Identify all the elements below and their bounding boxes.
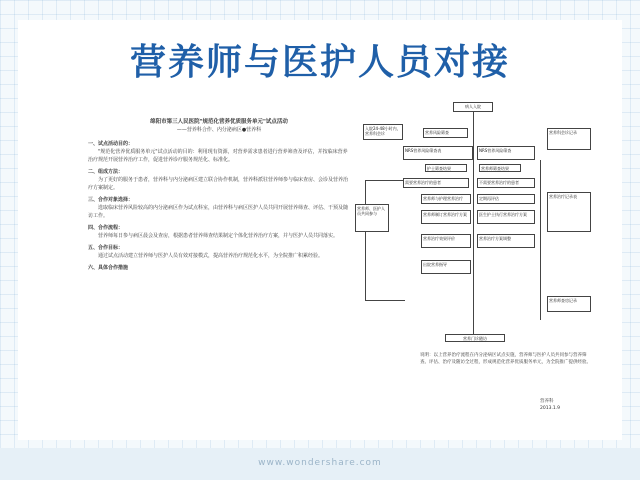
flow-node: 不需要营养治疗的患者 xyxy=(477,178,535,188)
footer-watermark: www.wondershare.com xyxy=(258,458,382,468)
flow-side-note: 营养治疗记录表 xyxy=(547,192,591,232)
section-title: 三、合作对象选择： xyxy=(88,197,134,203)
section xyxy=(88,224,350,240)
section xyxy=(88,196,350,220)
flow-node-start: 病人入院 xyxy=(453,102,493,112)
flow-node: 营养治疗效果评价 xyxy=(421,234,471,248)
section-title: 一、试点活动目的： xyxy=(88,141,134,147)
flow-node: 需要营养治疗的患者 xyxy=(403,178,469,188)
section-title: 二、组成方法： xyxy=(88,169,124,175)
flow-node: 出院营养指导 xyxy=(421,260,471,274)
flow-connector xyxy=(365,180,405,181)
section xyxy=(88,140,350,164)
flow-node: 入院24-48小时内，营养科会诊 xyxy=(363,124,403,140)
signature-date: 2013.1.9 xyxy=(540,406,561,411)
slide-title: 营养师与医护人员对接 xyxy=(129,41,510,83)
flowchart-note: 说明：以上营养治疗流程在内分泌病区试点实施，营养师与医护人员共同参与营养筛查、评估、治疗及随访全过程，形成规范化营养优质服务单元，为全院推广提供经验。 xyxy=(420,353,591,365)
section-text: 通过试点活动建立营养师与医护人员有效对接模式，提高营养治疗规范化水平，为全院推广积累经验。 xyxy=(98,253,324,259)
section xyxy=(88,244,350,260)
section-text: 选取临床营养风险较高的内分泌病区作为试点科室，由营养科与病区医护人员共同开展营养筛查、评估、干预及随访工作。 xyxy=(88,205,349,219)
flow-node: 定期再评估 xyxy=(477,194,535,204)
section-text: 营养师每日参与病区晨会及查房，根据患者营养筛查结果制定个体化营养治疗方案，并与医护人员共同落实。 xyxy=(98,233,339,239)
flow-node-end: 营养门诊随访 xyxy=(445,334,505,342)
flow-node: 营养治疗方案调整 xyxy=(477,234,535,248)
flow-node: NRS营养风险筛查表 xyxy=(403,146,473,160)
flow-node: 营养风险筛查 xyxy=(423,128,468,138)
flow-node: 营养师制订营养治疗方案 xyxy=(421,210,471,224)
flow-connector xyxy=(365,180,366,300)
document-subheading: ——营养科合作、内分泌病区●营养科 xyxy=(176,127,262,133)
section-title: 四、合作流程： xyxy=(88,225,124,231)
flow-node: NRS营养风险筛查 xyxy=(477,146,535,160)
flow-node: 营养师与护理营养治疗 xyxy=(421,194,471,204)
flow-side-note: 营养师、医护人员共同参与 xyxy=(355,204,389,232)
signature-dept: 营养科 xyxy=(540,399,554,404)
flow-node: 护士筛查结果 xyxy=(425,164,467,172)
flow-side-note: 营养师查房记录 xyxy=(547,296,591,312)
document-heading: 绵阳市第三人民医院"规范化营养优质服务单元"试点活动 xyxy=(150,119,288,125)
flow-side-note: 营养科会诊记录 xyxy=(547,128,591,150)
flow-connector xyxy=(540,160,541,320)
document-text xyxy=(88,118,350,408)
flow-node: 医生护士执行营养治疗方案 xyxy=(477,210,535,224)
flow-node: 营养师筛查结果 xyxy=(479,164,521,172)
section-title: 五、合作目标： xyxy=(88,245,124,251)
section-text: 为了更好的服务于患者，营养科与内分泌病区建立联合协作机制，营养科派驻营养师参与临床查房、会诊及营养治疗方案制定。 xyxy=(88,177,349,191)
section-title: 六、具体合作措施 xyxy=(88,265,129,271)
flow-connector xyxy=(473,112,474,334)
section xyxy=(88,264,350,272)
signature xyxy=(540,398,600,412)
flowchart xyxy=(355,100,595,350)
flow-connector xyxy=(365,300,405,301)
section xyxy=(88,168,350,192)
section-text: "规范化营养优质服务单元"试点活动的目的：利用现有资源，对营养需求患者进行营养筛查及评估，并按临床营养治疗规范开展营养治疗工作，促进营养诊疗服务规范化、标准化。 xyxy=(88,149,348,163)
